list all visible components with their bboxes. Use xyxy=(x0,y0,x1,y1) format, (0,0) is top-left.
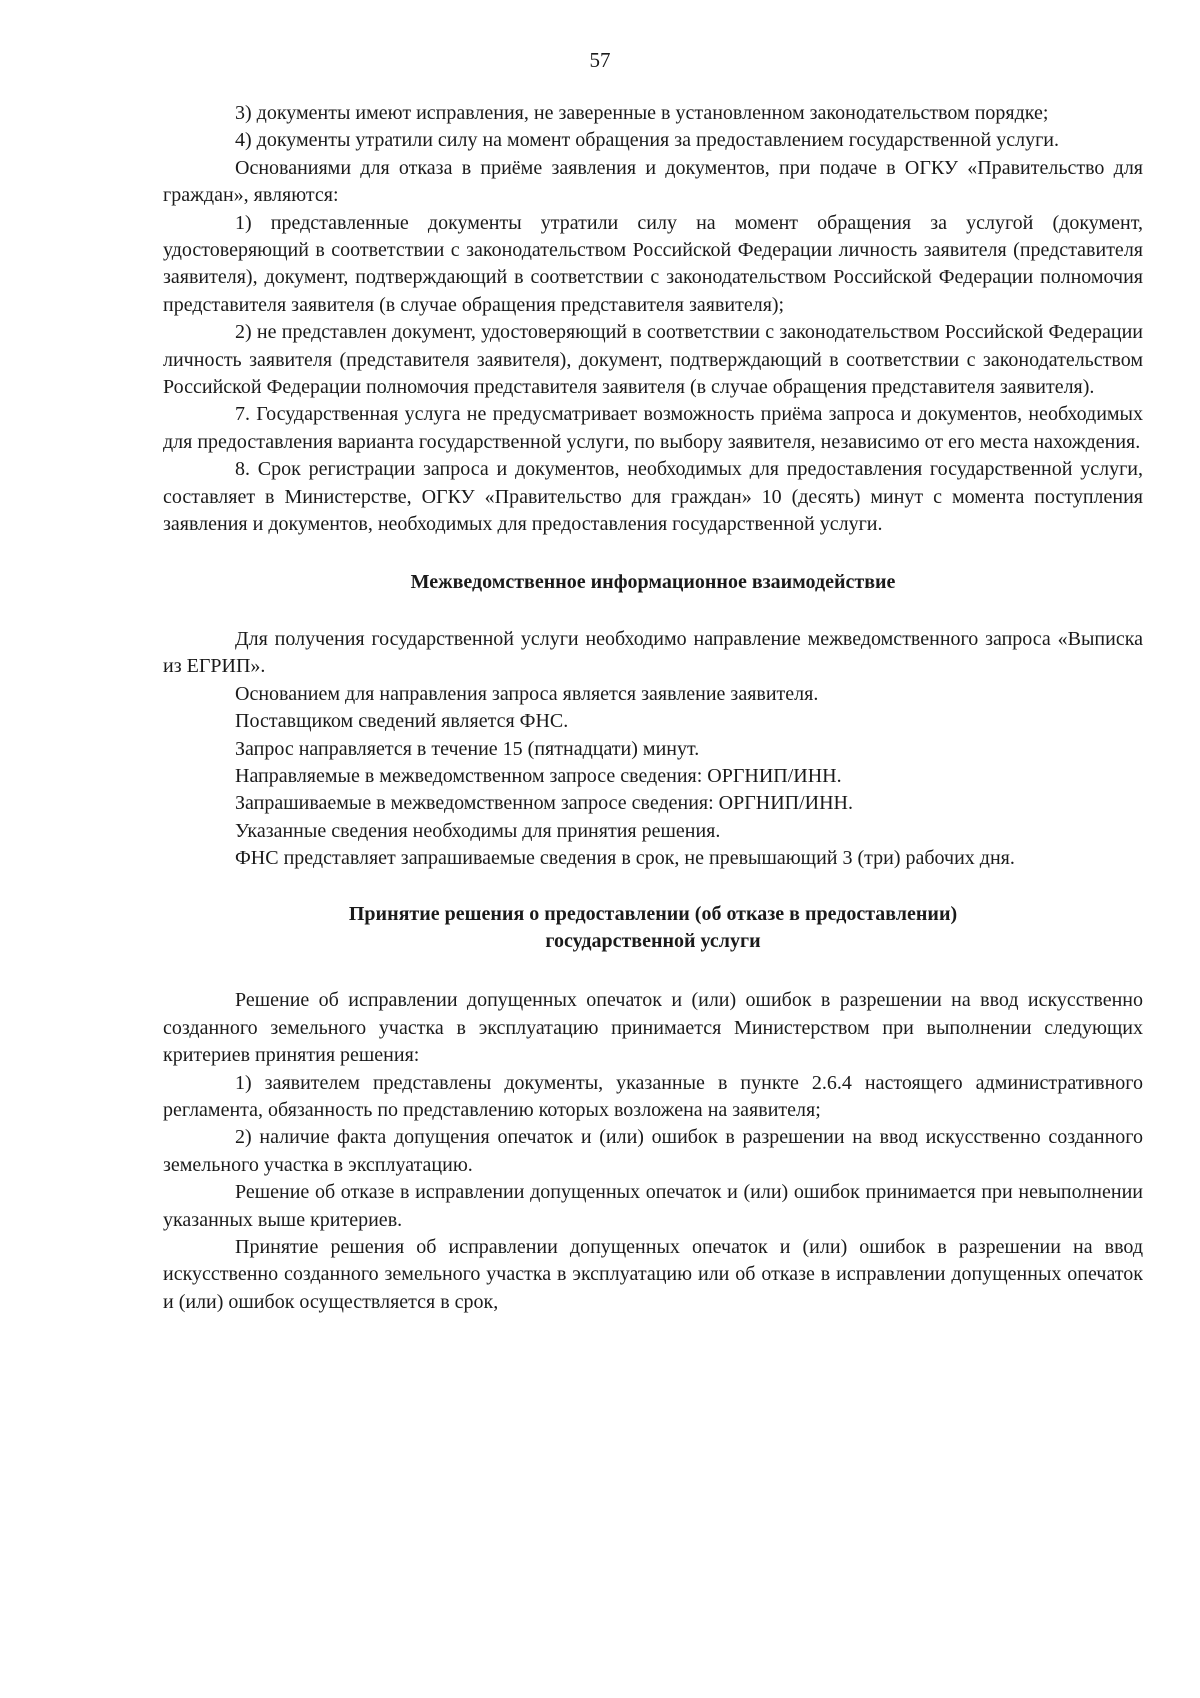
paragraph: Направляемые в межведомственном запросе сведения: ОРГНИП/ИНН. xyxy=(235,764,842,787)
paragraph: 7. Государственная услуга не предусматривает возможность приёма запроса и документов, необходимых для предоставления варианта государственной услуги, по выбору заявителя, независимо от его места нахождения. xyxy=(163,403,1143,453)
paragraph: 3) документы имеют исправления, не заверенные в установленном законодательством порядке; xyxy=(235,102,1049,124)
paragraph: Принятие решения об исправлении допущенных опечаток и (или) ошибок в разрешении на ввод искусственно созданного земельного участка в эксплуатацию или об отказе в исправлении допущенных опечаток и (или) ошибок осуществляется в срок, xyxy=(163,1236,1143,1313)
paragraph: 1) представленные документы утратили силу на момент обращения за услугой (документ, удостоверяющий в соответствии с законодательством Российской Федерации личность заявителя (представителя заявителя), документ, подтверждающий в соответствии с законодательством Российской Федерации полномочия представителя заявителя (в случае обращения представителя заявителя); xyxy=(163,211,1143,316)
paragraph: 2) не представлен документ, удостоверяющий в соответствии с законодательством Российской Федерации личность заявителя (представителя заявителя), документ, подтверждающий в соответствии с законодательством Российской Федерации полномочия представителя заявителя (в случае обращения представителя заявителя). xyxy=(163,321,1143,399)
heading-line: государственной услуги xyxy=(545,929,761,952)
paragraph: Решение об исправлении допущенных опечаток и (или) ошибок в разрешении на ввод искусственно созданного земельного участка в эксплуатацию принимается Министерством при выполнении следующих критериев принятия решения: xyxy=(163,989,1143,1067)
paragraph: Основанием для направления запроса является заявление заявителя. xyxy=(235,682,819,705)
paragraph: Запрашиваемые в межведомственном запросе сведения: ОРГНИП/ИНН. xyxy=(235,792,853,815)
paragraph: Для получения государственной услуги необходимо направление межведомственного запроса «Выписка из ЕГРИП». xyxy=(163,627,1143,678)
paragraph: Решение об отказе в исправлении допущенных опечаток и (или) ошибок принимается при невыполнении указанных выше критериев. xyxy=(163,1181,1143,1231)
paragraph: Указанные сведения необходимы для принятия решения. xyxy=(235,819,721,842)
paragraph: ФНС представляет запрашиваемые сведения в срок, не превышающий 3 (три) рабочих дня. xyxy=(235,847,1015,870)
heading-line: Принятие решения о предоставлении (об отказе в предоставлении) xyxy=(348,902,958,925)
paragraph: 4) документы утратили силу на момент обращения за предоставлением государственной услуги. xyxy=(235,129,1060,152)
paragraph: 8. Срок регистрации запроса и документов, необходимых для предоставления государственной услуги, составляет в Министерстве, ОГКУ «Правительство для граждан» 10 (десять) минут с момента поступления заявления и документов, необходимых для предоставления государственной услуги. xyxy=(163,458,1143,536)
page-number: 57 xyxy=(589,48,611,72)
paragraph: Основаниями для отказа в приёме заявления и документов, при подаче в ОГКУ «Правительство для граждан», являются: xyxy=(163,156,1143,207)
paragraph: 1) заявителем представлены документы, указанные в пункте 2.6.4 настоящего административного регламента, обязанность по представлению которых возложена на заявителя; xyxy=(163,1071,1143,1121)
section-heading-decision xyxy=(163,901,1143,956)
paragraph: Запрос направляется в течение 15 (пятнадцати) минут. xyxy=(235,737,700,760)
paragraph: 2) наличие факта допущения опечаток и (или) ошибок в разрешении на ввод искусственно созданного земельного участка в эксплуатацию. xyxy=(163,1126,1143,1176)
document-body xyxy=(163,100,1143,1316)
paragraph: Поставщиком сведений является ФНС. xyxy=(235,710,569,733)
section-heading-interagency: Межведомственное информационное взаимодействие xyxy=(410,570,896,593)
